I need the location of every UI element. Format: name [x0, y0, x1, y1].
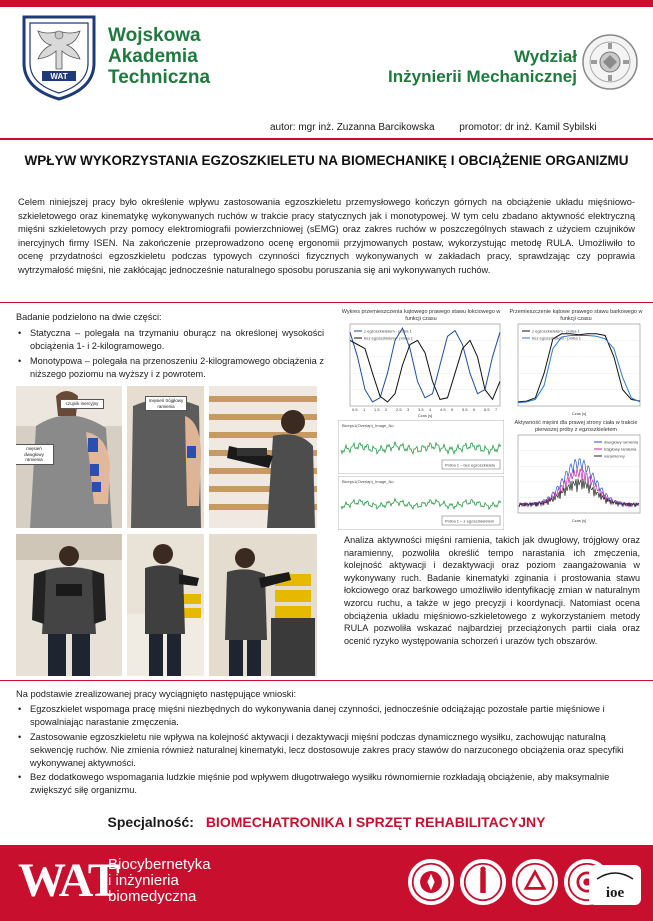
footer-program-line-1: Biocybernetyka	[108, 856, 211, 873]
abstract-text: Celem niniejszej pracy było określenie wpływu zastosowania egzoszkieletu przemysłowego kończyn górnych na obciążenie układu mięśniowo-szkieletowego oraz kinematykę wykonywanych ruchów w trakcie pracy statycznych jak i monotypowej. W tym celu zbadano aktywność elektryczną mięśni szkieletowych przy pomocy elektromiografii powierzchniowej (sEMG) oraz zakres ruchów w poszczególnych stawach z użyciem czujników inercyjnych firmy ISEN. Na zakończenie przeprowadzono ocenę ergonomii przyjmowanych postaw, wykorzystując metodę RULA. Umożliwiło to ocenę przydatności egzoszkieletu podczas typowych czynności fizycznych wykonywanych w zakładach pracy, sprawdzając czy poprawia wytrzymałość mięśni, nie zakłócając jednocześnie naturalnego sposobu poruszania się ani wykonywanych ruchów.	[18, 197, 635, 275]
conclusions	[16, 688, 638, 799]
x-tick-label: 3	[407, 407, 410, 412]
legend-label: naramienny	[604, 453, 625, 459]
faculty-name-line-2: Inżynierii Mechanicznej	[388, 67, 577, 86]
x-tick-label: 7	[495, 407, 498, 412]
legend-label: z egzoszkieletem - próba 1	[532, 328, 580, 334]
chart-elbow-plot	[338, 322, 504, 418]
legend-label: trójgłowy ramienia	[604, 446, 637, 452]
x-axis-label: Czas [s]	[417, 413, 433, 418]
x-tick-label: 4.5	[440, 407, 446, 412]
emg-chart-title: Biceps1(Overlap)_Image_No	[342, 423, 394, 428]
chart-elbow-title: Wykres przemieszczenia kątowego prawego stawu łokciowego w funkcji czasu	[341, 309, 501, 322]
x-tick-label: 2	[385, 407, 388, 412]
photo-exoskeleton-side	[127, 534, 204, 676]
x-tick-label: 4	[429, 407, 432, 412]
chart-elbow	[338, 309, 504, 417]
footer-wat-logo: WAT	[18, 854, 118, 907]
photo-exoskeleton-wall	[209, 386, 317, 528]
faculty-name-line-1: Wydział	[514, 47, 577, 66]
study-intro: Badanie podzielono na dwie części:	[16, 312, 162, 322]
x-tick-label: 5.5	[462, 407, 468, 412]
x-tick-label: 6.5	[484, 407, 490, 412]
footer-program-name	[108, 857, 211, 905]
legend-label: dwugłowy ramienia	[604, 439, 639, 445]
conclusions-divider	[0, 680, 653, 681]
specialty	[0, 814, 653, 830]
list-item: • Statyczna – polegała na trzymaniu oburącz na określonej wysokości obciążenia 1- i 2-kilogramowego.	[16, 327, 324, 353]
x-tick-label: 0.5	[352, 407, 358, 412]
chart-muscle-title: Aktywność mięśni dla prawej strony ciała w trakcie pierwszej próby z egzoszkieletem	[514, 420, 638, 433]
study-parts	[16, 311, 324, 382]
faculty-name	[388, 47, 577, 87]
conclusions-intro: Na podstawie zrealizowanej pracy wyciągnięto następujące wnioski:	[16, 689, 297, 699]
footer-emblem-logo-2	[460, 859, 506, 905]
footer-program-line-3: biomedyczna	[108, 888, 197, 905]
top-accent-bar	[0, 0, 653, 7]
photo-exoskeleton-front	[16, 534, 122, 676]
ioe-label: ioe	[605, 885, 625, 901]
legend-label: bez egzoszkieletu - próba 1	[532, 335, 581, 341]
university-name	[108, 25, 210, 88]
chart-shoulder-plot	[508, 322, 644, 418]
list-item: • Zastosowanie egzoszkieletu nie wpływa na kolejność aktywacji i dezaktywacji mięśni podczas dynamicznego wysiłku, zachowując naturalną sekwencję ruchów. Nie zmienia również naturalnej kinematyki, lecz dostosowuje zakres pracy stawów do narzuconego obciążenia oraz specyfiki wykonywanej aktywności.	[16, 731, 638, 771]
promotor-name: promotor: dr inż. Kamil Sybilski	[459, 122, 597, 133]
university-name-line-1: Wojskowa	[108, 25, 201, 46]
footer-emblem-logo-3	[512, 859, 558, 905]
header-divider	[0, 138, 653, 140]
x-axis-label: Czas [s]	[571, 411, 587, 416]
footer-bar	[0, 845, 653, 921]
list-item: • Bez dodatkowego wspomagania ludzkie mięśnie pod wpływem długotrwałego wysiłku równomiernie rozkładają obciążenie, aby maksymalnie zwiększyć siłę organizmu.	[16, 771, 638, 797]
chart-emg-exo	[338, 476, 504, 530]
x-tick-label: 5	[451, 407, 454, 412]
footer-ioe-logo	[589, 865, 641, 905]
legend-label: z egzoszkieletem - próba 1	[364, 328, 412, 334]
footer-program-line-2: i inżynieria	[108, 872, 179, 889]
chart-muscle-plot	[508, 433, 644, 525]
photo-exoskeleton-lifting	[209, 534, 317, 676]
emg-annotation: Próba 1 – z egzoszkieletem	[445, 518, 495, 524]
emg-annotation: Próba 1 – bez egzoszkieletu	[445, 462, 496, 468]
photo-back-sensors	[16, 386, 122, 528]
emg-chart-title: Biceps1(Overlap)_Image_No	[342, 479, 394, 484]
specialty-value: BIOMECHATRONIKA I SPRZĘT REHABILITACYJNY	[205, 814, 546, 830]
x-tick-label: 6	[473, 407, 476, 412]
x-tick-label: 3.5	[418, 407, 424, 412]
chart-muscle-activity	[508, 420, 644, 528]
x-axis-label: Czas [s]	[571, 518, 587, 523]
chart-emg-exo-plot	[338, 476, 504, 530]
tag-inertial-sensor: czujnik inercyjny	[60, 399, 104, 409]
tag-biceps: mięsień dwugłowy ramienia	[16, 444, 54, 465]
list-item: • Monotypowa – polegała na przenoszeniu 2-kilogramowego obciążenia z niższego poziomu na wyższy i z powrotem.	[16, 355, 324, 381]
author-name: autor: mgr inż. Zuzanna Barcikowska	[270, 122, 435, 133]
header	[0, 7, 653, 113]
crest-label: WAT	[50, 72, 68, 81]
legend-label: bez egzoszkieletu - próba 1	[364, 335, 413, 341]
footer-emblem-logo-1	[408, 859, 454, 905]
section-divider	[0, 302, 653, 303]
chart-emg-no-exo	[338, 420, 504, 474]
authors-line	[270, 122, 619, 133]
wat-crest-logo	[18, 13, 100, 101]
x-tick-label: 1	[363, 407, 366, 412]
chart-shoulder	[508, 309, 644, 417]
chart-emg-no-exo-plot	[338, 420, 504, 474]
specialty-label: Specjalność:	[107, 814, 194, 830]
analysis-text: Analiza aktywności mięśni ramienia, takich jak dwugłowy, trójgłowy oraz naramienny, pozwoliła określić tempo narastania ich zmęczenia, kolejność aktywacji i dezaktywacji oraz poziom zaangażowania w wykonywany ruch. Badanie kinematyki zginania i prostowania stawu łokciowego oraz barkowego umożliwiło identyfikację zmian w naturalnym wzorcu ruchu, a także w jego precyzji i koordynacji. Natomiast ocena obciążenia układu mięśniowo-szkieletowego z wykorzystaniem metody RULA pozwoliła wskazać najbardziej przeciążonych partii ciała oraz ocenić ryzyko występowania schorzeń i urazów tych obszarów.	[344, 535, 640, 646]
photo-back-closeup	[127, 386, 204, 528]
university-name-line-2: Akademia	[108, 46, 198, 67]
x-tick-label: 2.5	[396, 407, 402, 412]
faculty-crest-logo	[581, 33, 639, 91]
chart-shoulder-title: Przemieszczenie kątowe prawego stawu barkowego w funkcji czasu	[509, 309, 643, 322]
list-item: • Egzoszkielet wspomaga pracę mięśni niezbędnych do wykonywania danej czynności, jednocześnie odciążając pozostałe partie mięśniowe i spowalniając narastanie zmęczenia.	[16, 703, 638, 729]
poster-title: WPŁYW WYKORZYSTANIA EGZOSZKIELETU NA BIOMECHANIKĘ I OBCIĄŻENIE ORGANIZMU	[24, 153, 629, 168]
x-tick-label: 1.5	[374, 407, 380, 412]
university-name-line-3: Techniczna	[108, 67, 211, 88]
tag-triceps: mięsień trójgłowy ramienia	[145, 396, 187, 411]
